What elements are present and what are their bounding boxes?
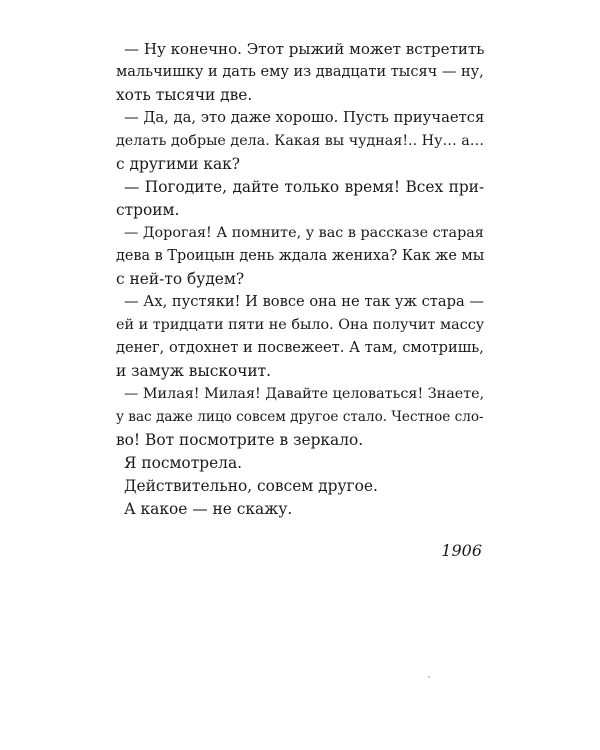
text-line xyxy=(0,84,600,106)
text-line-content: дева в Троицын день ждала жениха? Как же мы xyxy=(116,248,485,264)
text-line-content: — Ну конечно. Этот рыжий может встретить xyxy=(124,40,485,58)
text-line xyxy=(0,199,600,221)
text-line-content: — Да, да, это даже хорошо. Пусть приучается xyxy=(124,109,485,126)
text-line xyxy=(0,245,600,267)
paper-speck xyxy=(428,676,430,678)
text-line xyxy=(0,222,600,244)
text-line xyxy=(0,452,600,474)
text-line xyxy=(0,153,600,175)
text-line-content: — Милая! Милая! Давайте целоваться! Знаете, xyxy=(124,386,485,402)
text-line-content: у вас даже лицо совсем другое стало. Честное сло- xyxy=(116,409,484,425)
text-line xyxy=(0,130,600,152)
text-line xyxy=(0,291,600,313)
text-line xyxy=(0,429,600,451)
text-line-content: — Ах, пустяки! И вовсе она не так уж стара — xyxy=(124,293,484,310)
text-line-content: мальчишку и дать ему из двадцати тысяч — ну, xyxy=(116,64,484,80)
text-line xyxy=(0,498,600,520)
text-line xyxy=(0,360,600,382)
text-line-content: и замуж выскочит. xyxy=(116,362,272,380)
text-line xyxy=(0,475,600,497)
text-line xyxy=(0,107,600,129)
text-line-content: во! Вот посмотрите в зеркало. xyxy=(116,431,364,449)
text-line-content: хоть тысячи две. xyxy=(116,86,253,104)
text-line xyxy=(0,61,600,83)
text-line-content: строим. xyxy=(116,201,180,219)
text-line xyxy=(0,268,600,290)
text-line-content: Я посмотрела. xyxy=(124,454,243,472)
text-line-content: денег, отдохнет и посвежеет. А там, смотришь, xyxy=(116,339,484,356)
text-line xyxy=(0,176,600,198)
text-line-content: ей и тридцати пяти не было. Она получит массу xyxy=(116,317,485,333)
text-line-content: с другими как? xyxy=(116,155,241,173)
text-line-content: Действительно, совсем другое. xyxy=(124,477,378,495)
text-line-content: делать добрые дела. Какая вы чудная!.. Ну… а… xyxy=(116,133,485,149)
text-line-content: А какое — не скажу. xyxy=(124,500,293,518)
text-line xyxy=(0,314,600,336)
text-line xyxy=(0,383,600,405)
text-line-content: — Дорогая! А помните, у вас в рассказе старая xyxy=(124,225,484,241)
text-line-content: с ней-то будем? xyxy=(116,270,245,288)
year-signature: 1906 xyxy=(441,541,482,560)
text-line xyxy=(0,406,600,428)
text-line xyxy=(0,38,600,60)
text-line-content: — Погодите, дайте только время! Всех при- xyxy=(124,178,485,196)
text-line xyxy=(0,337,600,359)
